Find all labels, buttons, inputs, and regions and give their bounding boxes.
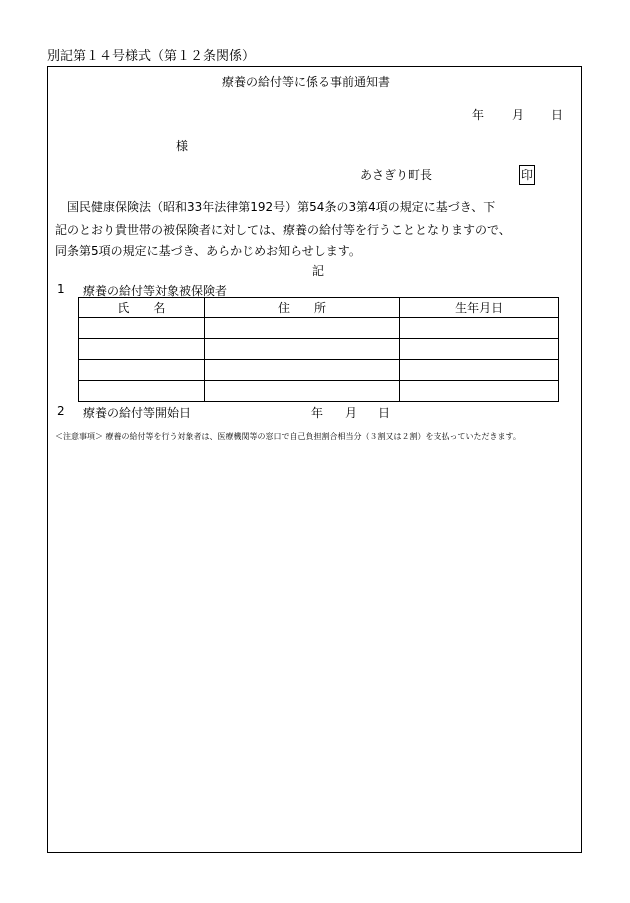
section2-year-label: 年 [311, 406, 324, 420]
body-line-1: 国民健康保険法（昭和33年法律第192号）第54条の3第4項の規定に基づき、下 [67, 200, 496, 214]
header-name: 氏 名 [79, 298, 205, 318]
table-header-row [79, 298, 559, 318]
insured-persons-table [78, 297, 559, 402]
addressee-suffix: 様 [176, 139, 189, 153]
name-cell[interactable] [79, 339, 205, 360]
birthdate-cell[interactable] [400, 381, 559, 402]
date-year-label: 年 [472, 108, 485, 122]
body-line-3: 同条第5項の規定に基づき、あらかじめお知らせします。 [55, 244, 361, 258]
header-address: 住 所 [204, 298, 400, 318]
section2-month-label: 月 [345, 406, 358, 420]
address-cell[interactable] [204, 318, 400, 339]
table-row [79, 360, 559, 381]
date-month-label: 月 [512, 108, 525, 122]
address-cell[interactable] [204, 381, 400, 402]
seal-box: 印 [519, 165, 535, 185]
section1-label: 療養の給付等対象被保険者 [83, 284, 228, 298]
section2-day-label: 日 [378, 406, 391, 420]
section1-number: 1 [57, 282, 65, 296]
address-cell[interactable] [204, 360, 400, 381]
address-cell[interactable] [204, 339, 400, 360]
header-birthdate: 生年月日 [400, 298, 559, 318]
section2-number: 2 [57, 404, 65, 418]
ki-label: 記 [312, 264, 325, 278]
form-frame [47, 66, 582, 853]
name-cell[interactable] [79, 381, 205, 402]
birthdate-cell[interactable] [400, 360, 559, 381]
body-line-2: 記のとおり貴世帯の被保険者に対しては、療養の給付等を行うこととなりますので、 [55, 223, 511, 237]
table-row [79, 318, 559, 339]
date-day-label: 日 [551, 108, 564, 122]
form-label: 別記第１４号様式（第１２条関係） [47, 49, 256, 64]
name-cell[interactable] [79, 360, 205, 381]
document-title: 療養の給付等に係る事前通知書 [222, 75, 391, 89]
section2-label: 療養の給付等開始日 [83, 406, 192, 420]
note-text: ＜注意事項＞ 療養の給付等を行う対象者は、医療機関等の窓口で自己負担割合相当分（３割又は２割）を支払っていただきます。 [55, 432, 521, 441]
table-row [79, 381, 559, 402]
sender-name: あさぎり町長 [360, 168, 433, 182]
birthdate-cell[interactable] [400, 339, 559, 360]
table-row [79, 339, 559, 360]
birthdate-cell[interactable] [400, 318, 559, 339]
name-cell[interactable] [79, 318, 205, 339]
